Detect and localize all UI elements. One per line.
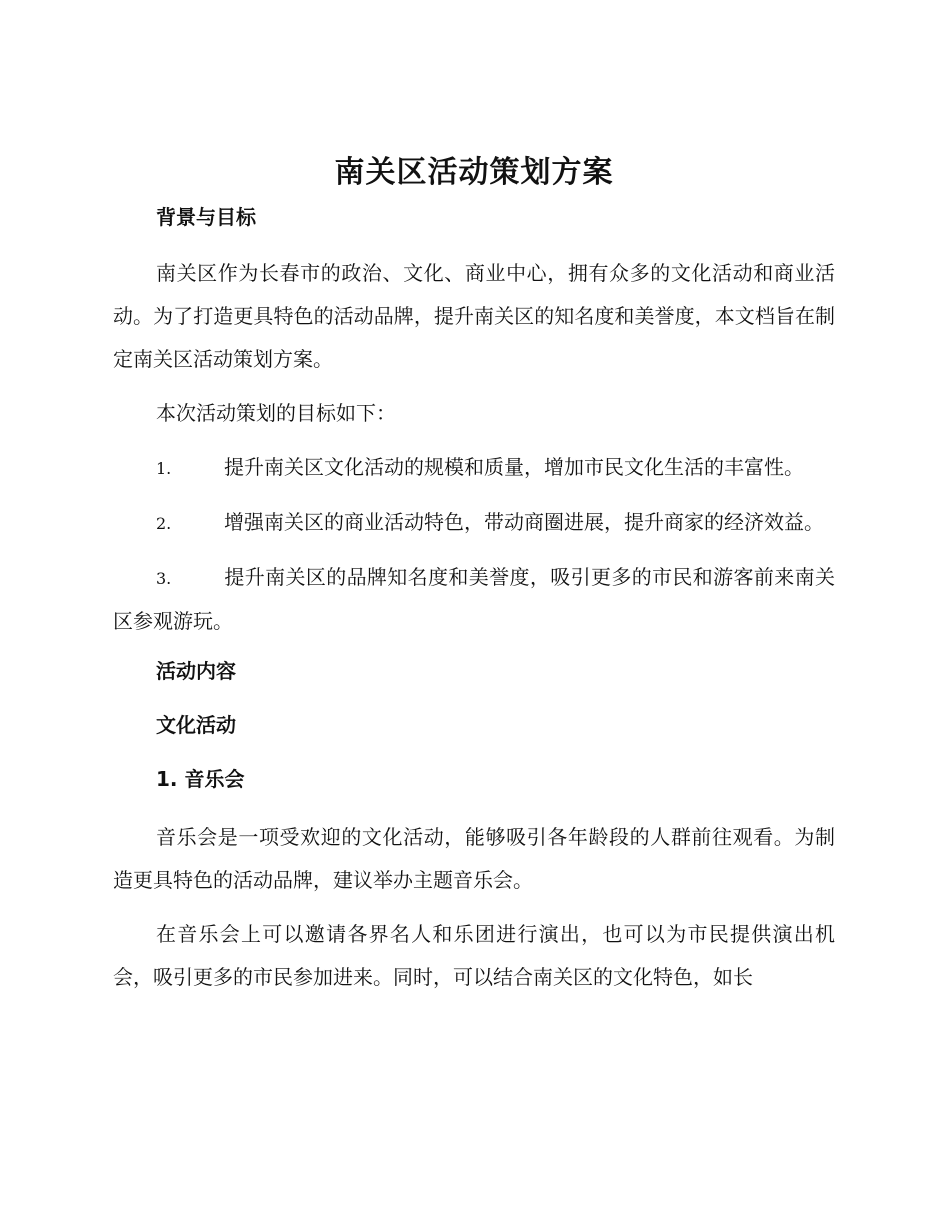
goal-list-item-2 bbox=[113, 501, 835, 545]
list-number: 2. bbox=[156, 514, 172, 533]
list-number: 3. bbox=[156, 569, 172, 588]
concert-paragraph-1: 音乐会是一项受欢迎的文化活动，能够吸引各年龄段的人群前往观看。为制造更具特色的活动品牌，建议举办主题音乐会。 bbox=[113, 825, 835, 892]
document-body bbox=[113, 150, 835, 1010]
list-item-text: 增强南关区的商业活动特色，带动商圈进展，提升商家的经济效益。 bbox=[224, 510, 824, 534]
list-item-text: 提升南关区的品牌知名度和美誉度，吸引更多的市民和游客前来南关区参观游玩。 bbox=[113, 565, 835, 633]
section-heading-content: 活动内容 bbox=[156, 659, 236, 683]
background-paragraph: 南关区作为长春市的政治、文化、商业中心，拥有众多的文化活动和商业活动。为了打造更具特色的活动品牌，提升南关区的知名度和美誉度，本文档旨在制定南关区活动策划方案。 bbox=[113, 261, 835, 371]
concert-paragraph-2: 在音乐会上可以邀请各界名人和乐团进行演出，也可以为市民提供演出机会，吸引更多的市民参加进来。同时，可以结合南关区的文化特色，如长 bbox=[113, 922, 835, 989]
goal-list-item-3 bbox=[113, 556, 835, 643]
section-heading-concert: 1. 音乐会 bbox=[156, 767, 245, 791]
document-title: 南关区活动策划方案 bbox=[334, 155, 614, 190]
section-heading-culture: 文化活动 bbox=[156, 713, 236, 737]
section-heading-background: 背景与目标 bbox=[156, 205, 256, 229]
list-number: 1. bbox=[156, 459, 172, 478]
goals-intro: 本次活动策划的目标如下： bbox=[156, 401, 396, 425]
list-item-text: 提升南关区文化活动的规模和质量，增加市民文化生活的丰富性。 bbox=[224, 455, 804, 479]
goal-list-item-1 bbox=[113, 446, 835, 490]
